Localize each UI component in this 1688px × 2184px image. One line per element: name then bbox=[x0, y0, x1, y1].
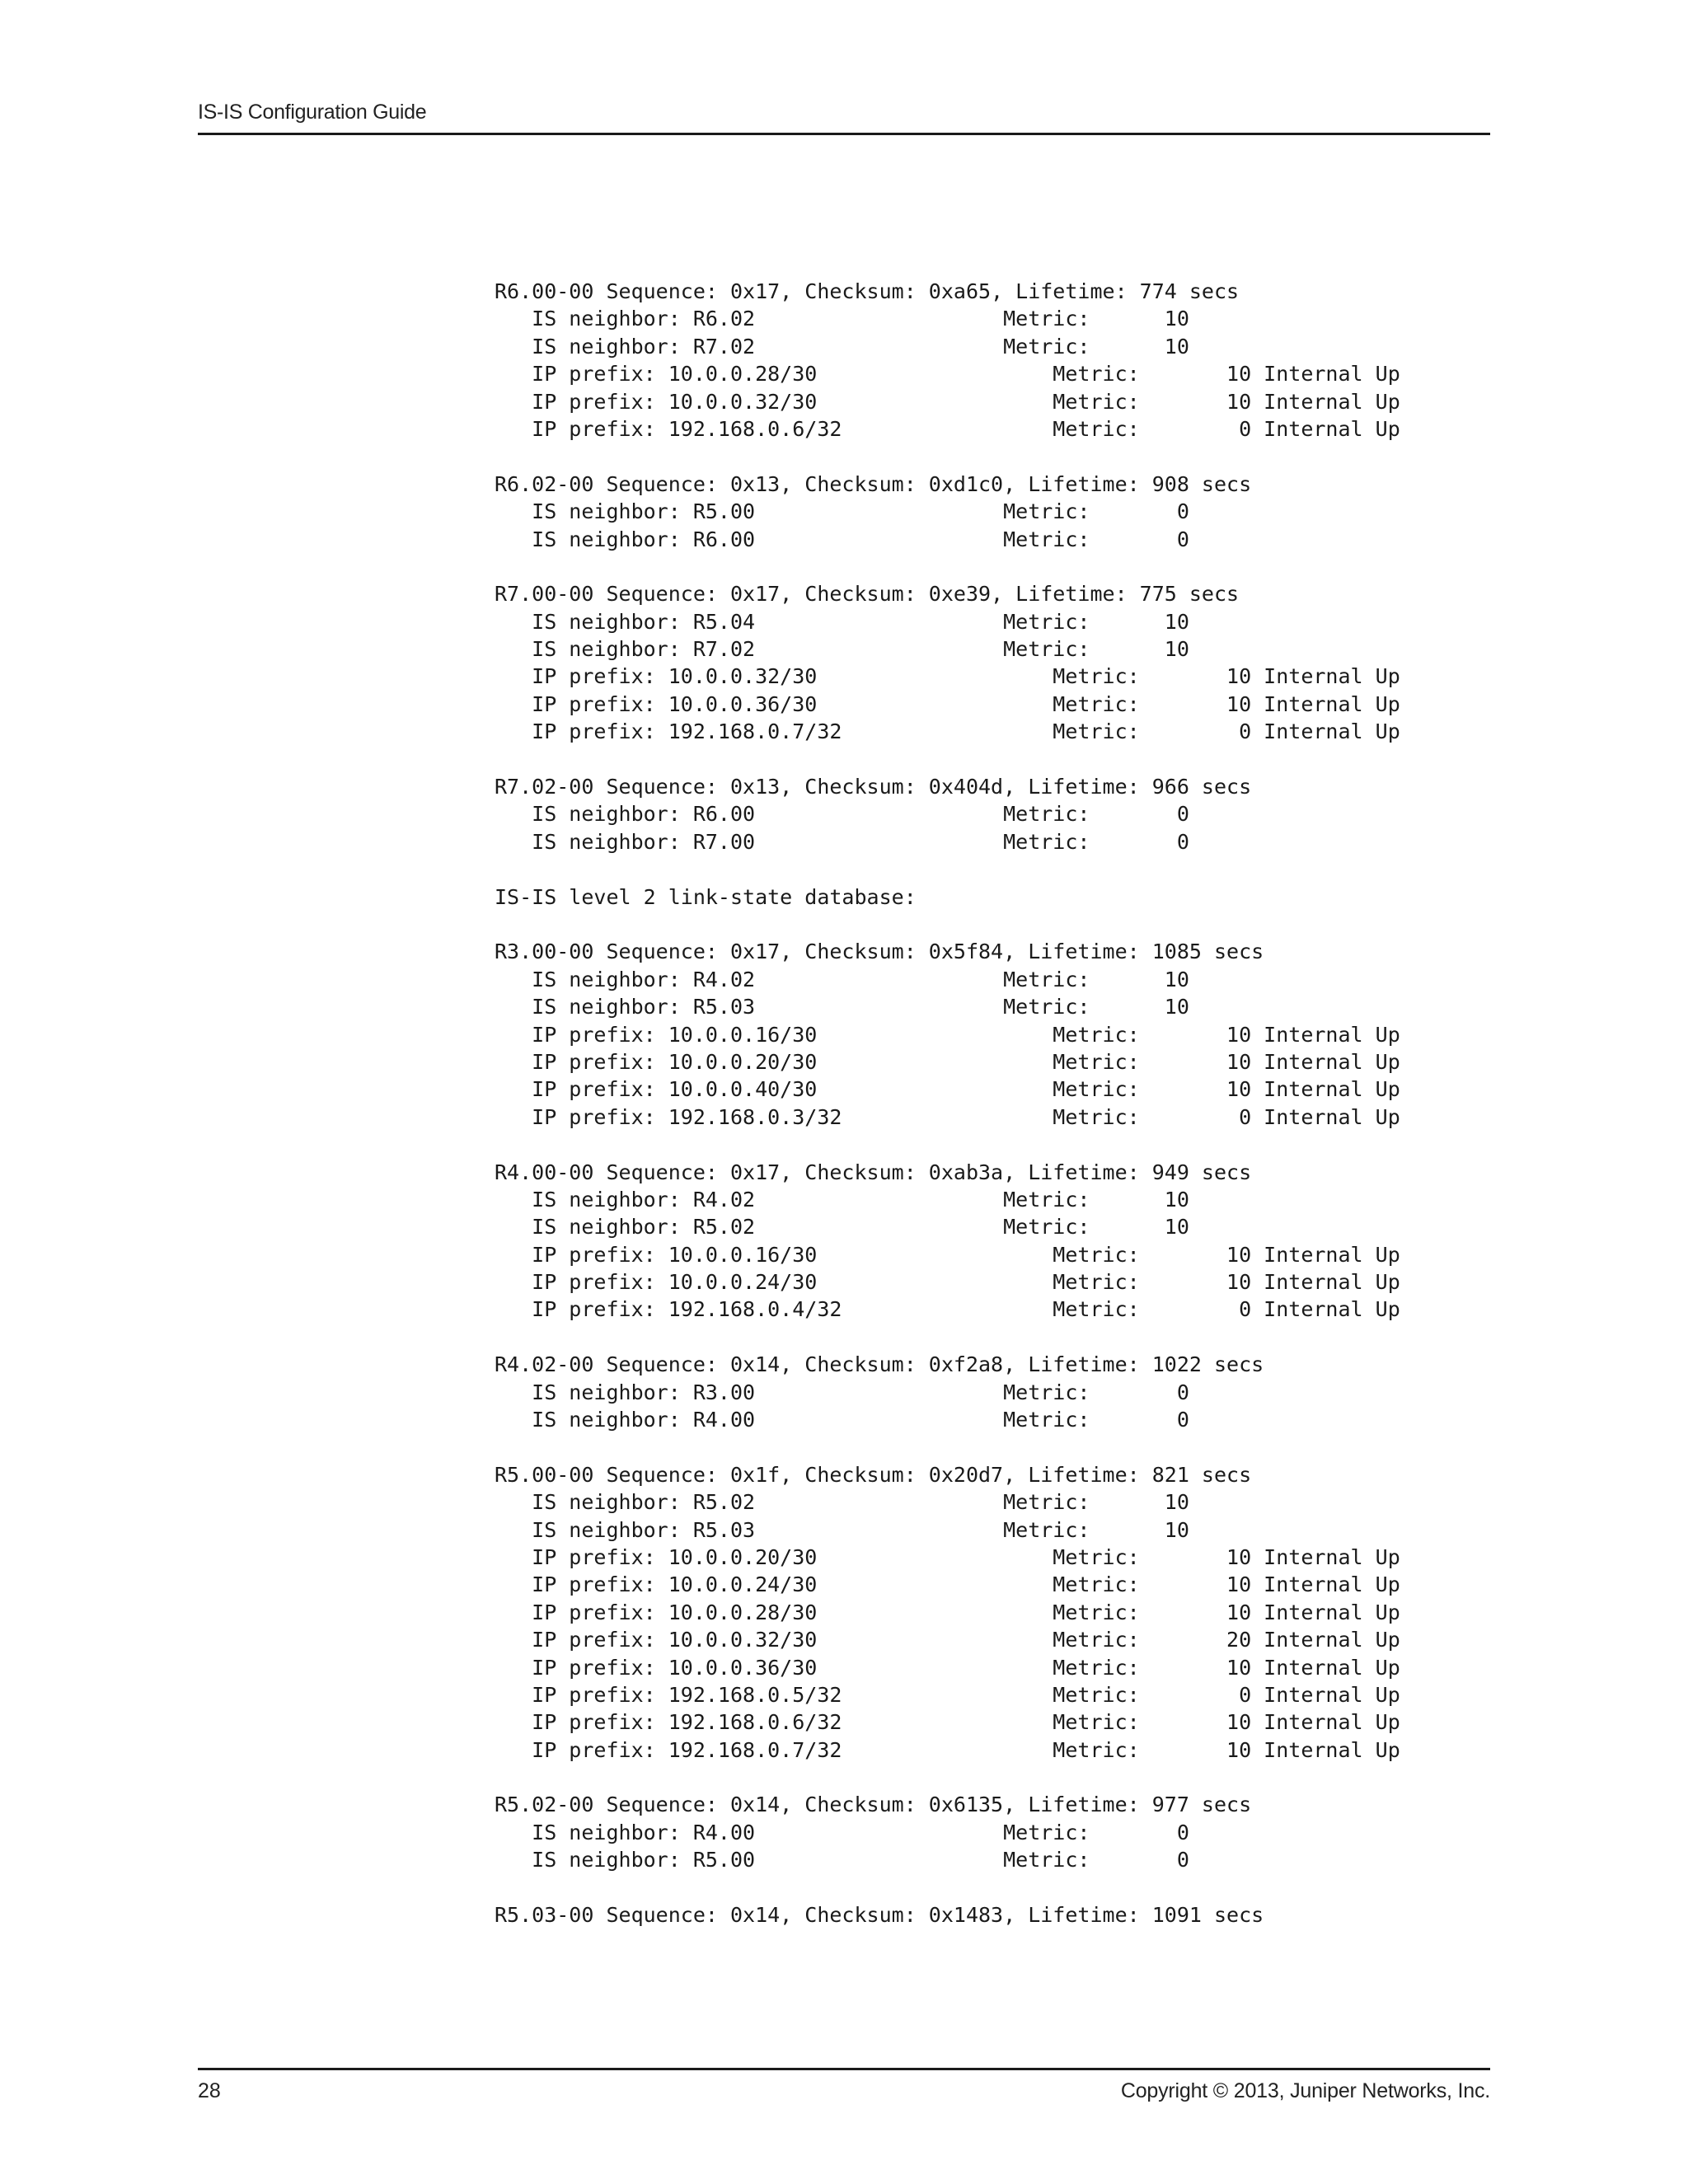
code-line: IS neighbor: R4.02 Metric: 10 bbox=[495, 1187, 1189, 1212]
code-line: IP prefix: 192.168.0.3/32 Metric: 0 Internal Up bbox=[495, 1104, 1400, 1129]
code-line: IP prefix: 192.168.0.5/32 Metric: 0 Internal Up bbox=[495, 1682, 1400, 1707]
code-line: IS neighbor: R7.00 Metric: 0 bbox=[495, 829, 1189, 854]
copyright-notice: Copyright © 2013, Juniper Networks, Inc. bbox=[1120, 2079, 1490, 2102]
code-line: R5.00-00 Sequence: 0x1f, Checksum: 0x20d7, Lifetime: 821 secs bbox=[495, 1462, 1252, 1487]
code-line: IS neighbor: R3.00 Metric: 0 bbox=[495, 1380, 1189, 1404]
code-line: R4.02-00 Sequence: 0x14, Checksum: 0xf2a8, Lifetime: 1022 secs bbox=[495, 1352, 1264, 1377]
code-line: IS neighbor: R5.00 Metric: 0 bbox=[495, 499, 1189, 524]
code-line: R6.02-00 Sequence: 0x13, Checksum: 0xd1c0, Lifetime: 908 secs bbox=[495, 471, 1252, 496]
code-line: IS neighbor: R5.02 Metric: 10 bbox=[495, 1215, 1189, 1240]
code-line: R4.00-00 Sequence: 0x17, Checksum: 0xab3a, Lifetime: 949 secs bbox=[495, 1160, 1252, 1184]
code-line: IP prefix: 10.0.0.20/30 Metric: 10 Internal Up bbox=[495, 1544, 1400, 1569]
code-line: IP prefix: 10.0.0.16/30 Metric: 10 Internal Up bbox=[495, 1242, 1400, 1267]
code-line bbox=[495, 911, 1400, 938]
cli-output-block bbox=[495, 278, 1400, 1929]
code-line: IP prefix: 192.168.0.4/32 Metric: 0 Internal Up bbox=[495, 1297, 1400, 1322]
code-line: IS neighbor: R6.02 Metric: 10 bbox=[495, 307, 1189, 331]
code-line: R7.02-00 Sequence: 0x13, Checksum: 0x404d, Lifetime: 966 secs bbox=[495, 775, 1252, 799]
code-line: IP prefix: 10.0.0.20/30 Metric: 10 Internal Up bbox=[495, 1049, 1400, 1074]
code-line: IP prefix: 10.0.0.36/30 Metric: 10 Internal Up bbox=[495, 1655, 1400, 1680]
code-line: IS neighbor: R4.02 Metric: 10 bbox=[495, 967, 1189, 991]
code-line: IP prefix: 10.0.0.24/30 Metric: 10 Internal Up bbox=[495, 1572, 1400, 1597]
code-line: IS neighbor: R5.02 Metric: 10 bbox=[495, 1490, 1189, 1515]
code-line: IP prefix: 10.0.0.16/30 Metric: 10 Internal Up bbox=[495, 1022, 1400, 1047]
code-line: IS neighbor: R5.00 Metric: 0 bbox=[495, 1848, 1189, 1872]
code-line: IS neighbor: R4.00 Metric: 0 bbox=[495, 1820, 1189, 1844]
code-line: IP prefix: 10.0.0.32/30 Metric: 10 Internal Up bbox=[495, 664, 1400, 689]
code-line: IP prefix: 10.0.0.40/30 Metric: 10 Internal Up bbox=[495, 1077, 1400, 1102]
code-line: R5.03-00 Sequence: 0x14, Checksum: 0x1483, Lifetime: 1091 secs bbox=[495, 1903, 1264, 1928]
code-line: IP prefix: 192.168.0.7/32 Metric: 0 Internal Up bbox=[495, 719, 1400, 744]
code-line: R7.00-00 Sequence: 0x17, Checksum: 0xe39, Lifetime: 775 secs bbox=[495, 582, 1240, 607]
footer-divider bbox=[198, 2068, 1490, 2070]
code-line: IP prefix: 10.0.0.32/30 Metric: 10 Internal Up bbox=[495, 389, 1400, 414]
code-line bbox=[495, 553, 1400, 580]
code-line: IP prefix: 10.0.0.24/30 Metric: 10 Internal Up bbox=[495, 1270, 1400, 1295]
code-line bbox=[495, 443, 1400, 470]
code-line bbox=[495, 855, 1400, 883]
header-divider bbox=[198, 133, 1490, 135]
code-line: IP prefix: 10.0.0.28/30 Metric: 10 Internal Up bbox=[495, 362, 1400, 387]
code-line: IP prefix: 192.168.0.7/32 Metric: 10 Internal Up bbox=[495, 1737, 1400, 1762]
code-line bbox=[495, 1874, 1400, 1901]
code-line: IS neighbor: R7.02 Metric: 10 bbox=[495, 334, 1189, 359]
code-line: IS neighbor: R5.04 Metric: 10 bbox=[495, 609, 1189, 634]
code-line: IP prefix: 10.0.0.32/30 Metric: 20 Internal Up bbox=[495, 1628, 1400, 1652]
code-line: IP prefix: 10.0.0.28/30 Metric: 10 Internal Up bbox=[495, 1600, 1400, 1624]
running-header-title: IS-IS Configuration Guide bbox=[198, 101, 427, 124]
code-line: IP prefix: 192.168.0.6/32 Metric: 10 Internal Up bbox=[495, 1710, 1400, 1735]
code-line: IS-IS level 2 link-state database: bbox=[495, 884, 917, 909]
code-line: R6.00-00 Sequence: 0x17, Checksum: 0xa65, Lifetime: 774 secs bbox=[495, 279, 1240, 303]
code-line: IS neighbor: R7.02 Metric: 10 bbox=[495, 637, 1189, 662]
code-line bbox=[495, 1433, 1400, 1460]
code-line: IS neighbor: R5.03 Metric: 10 bbox=[495, 995, 1189, 1019]
code-line bbox=[495, 746, 1400, 773]
code-line bbox=[495, 1324, 1400, 1351]
code-line: IP prefix: 192.168.0.6/32 Metric: 0 Internal Up bbox=[495, 416, 1400, 441]
code-line: IS neighbor: R6.00 Metric: 0 bbox=[495, 527, 1189, 551]
code-line: IS neighbor: R4.00 Metric: 0 bbox=[495, 1408, 1189, 1432]
code-line: IS neighbor: R5.03 Metric: 10 bbox=[495, 1517, 1189, 1542]
code-line: IS neighbor: R6.00 Metric: 0 bbox=[495, 802, 1189, 827]
code-line: IP prefix: 10.0.0.36/30 Metric: 10 Internal Up bbox=[495, 691, 1400, 716]
code-line: R5.02-00 Sequence: 0x14, Checksum: 0x6135, Lifetime: 977 secs bbox=[495, 1793, 1252, 1817]
code-line: R3.00-00 Sequence: 0x17, Checksum: 0x5f84, Lifetime: 1085 secs bbox=[495, 940, 1264, 964]
page-number: 28 bbox=[198, 2079, 221, 2102]
code-line bbox=[495, 1764, 1400, 1791]
code-line bbox=[495, 1131, 1400, 1158]
